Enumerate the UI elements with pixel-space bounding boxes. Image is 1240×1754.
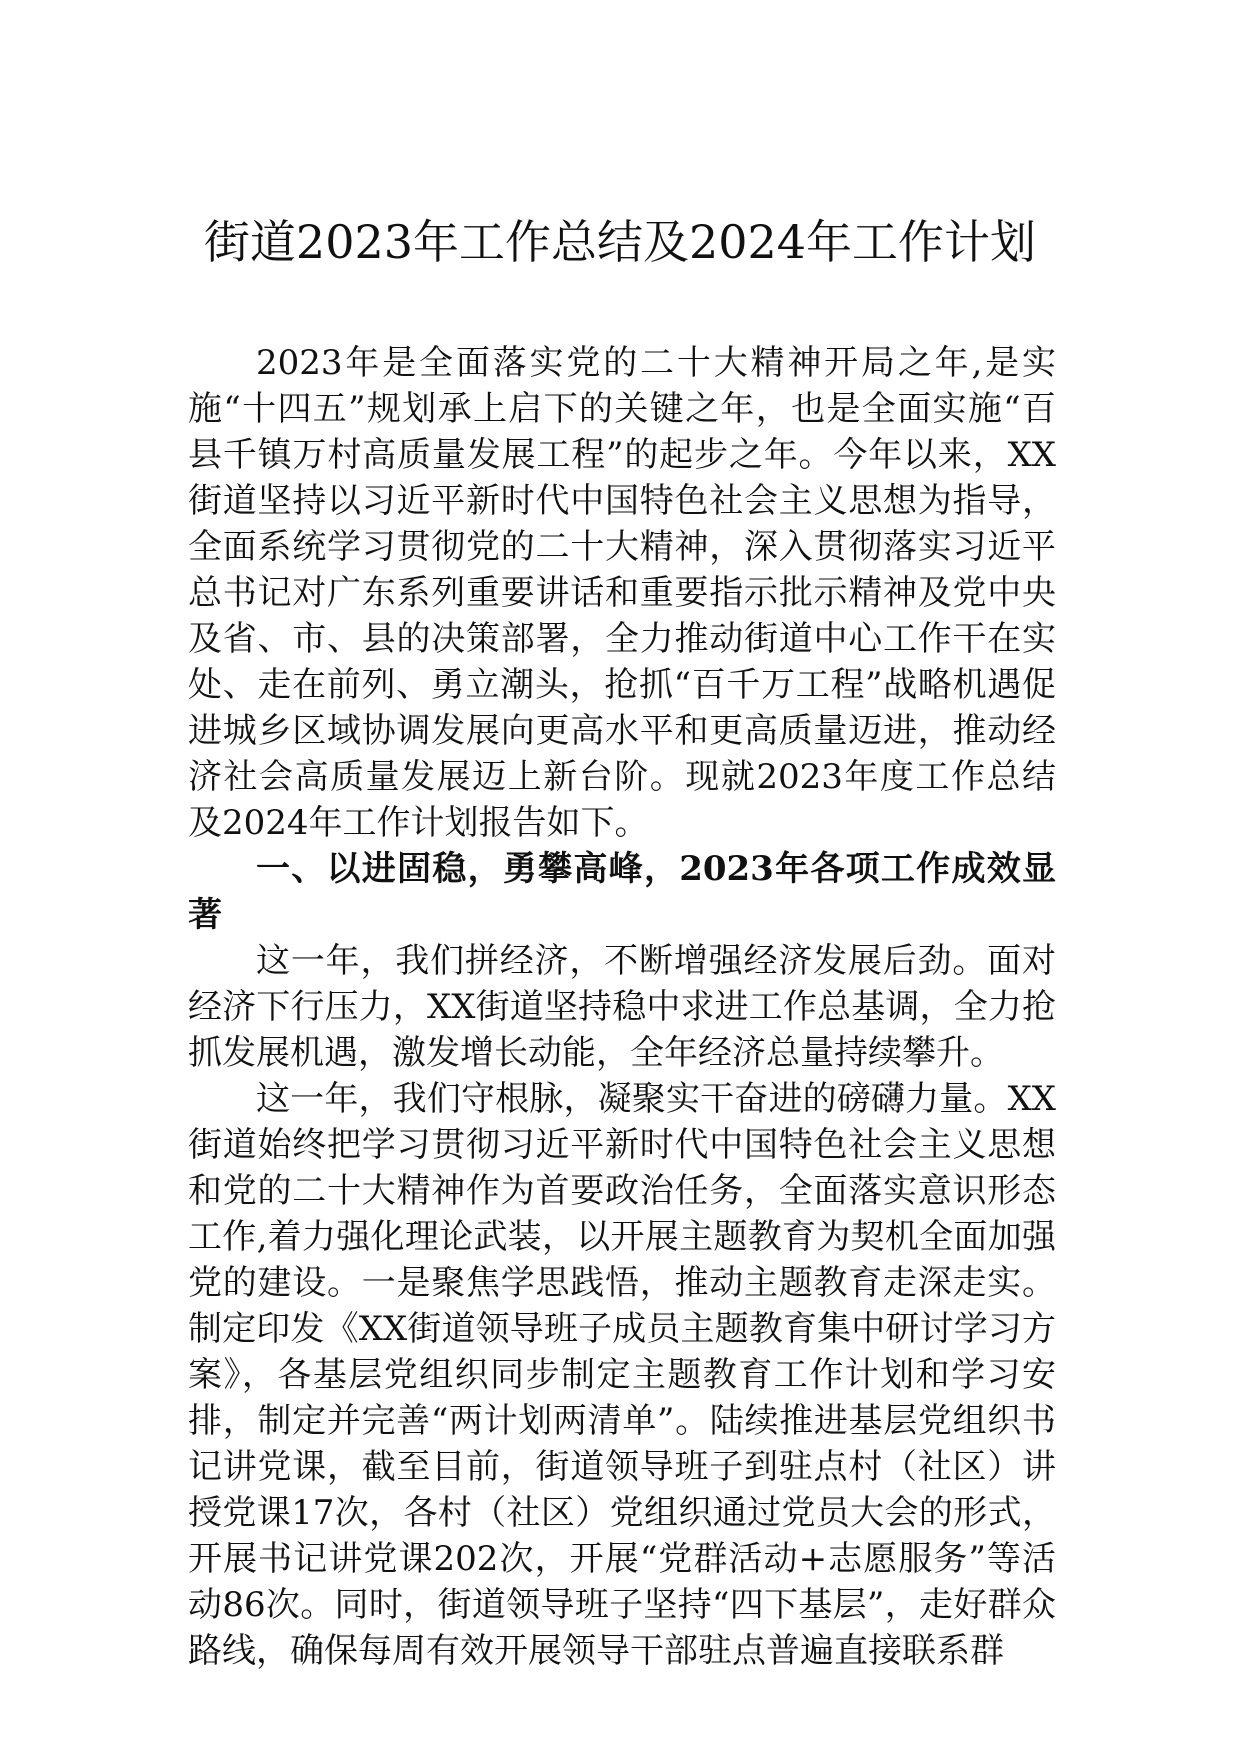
party-building-paragraph: 这一年，我们守根脉，凝聚实干奋进的磅礴力量。XX街道始终把学习贯彻习近平新时代中国特色社会主义思想和党的二十大精神作为首要政治任务，全面落实意识形态工作,着力强化理论武装，以开展主题教育为契机全面加强党的建设。一是聚焦学思践悟，推动主题教育走深走实。制定印发《XX街道领导班子成员主题教育集中研讨学习方案》，各基层党组织同步制定主题教育工作计划和学习安排，制定并完善“两计划两清单”。陆续推进基层党组织书记讲党课，截至目前，街道领导班子到驻点村（社区）讲授党课17次，各村（社区）党组织通过党员大会的形式，开展书记讲党课202次，开展“党群活动+志愿服务”等活动86次。同时，街道领导班子坚持“四下基层”，走好群众路线，确保每周有效开展领导干部驻点普遍直接联系群 (188, 1079, 1056, 1671)
section-heading-1: 一、以进固稳，勇攀高峰，2023年各项工作成效显著 (188, 849, 1056, 935)
document-body (188, 340, 1056, 1674)
document-title: 街道2023年工作总结及2024年工作计划 (203, 215, 1037, 269)
economy-paragraph: 这一年，我们拼经济，不断增强经济发展后劲。面对经济下行压力，XX街道坚持稳中求进工作总基调，全力抢抓发展机遇，激发增长动能，全年经济总量持续攀升。 (188, 941, 1056, 1073)
intro-paragraph: 2023年是全面落实党的二十大精神开局之年,是实施“十四五”规划承上启下的关键之年，也是全面实施“百县千镇万村高质量发展工程”的起步之年。今年以来，XX街道坚持以习近平新时代中国特色社会主义思想为指导，全面系统学习贯彻党的二十大精神，深入贯彻落实习近平总书记对广东系列重要讲话和重要指示批示精神及党中央及省、市、县的决策部署，全力推动街道中心工作干在实处、走在前列、勇立潮头，抢抓“百千万工程”战略机遇促进城乡区域协调发展向更高水平和更高质量迈进，推动经济社会高质量发展迈上新台阶。现就2023年度工作总结及2024年工作计划报告如下。 (188, 343, 1056, 843)
